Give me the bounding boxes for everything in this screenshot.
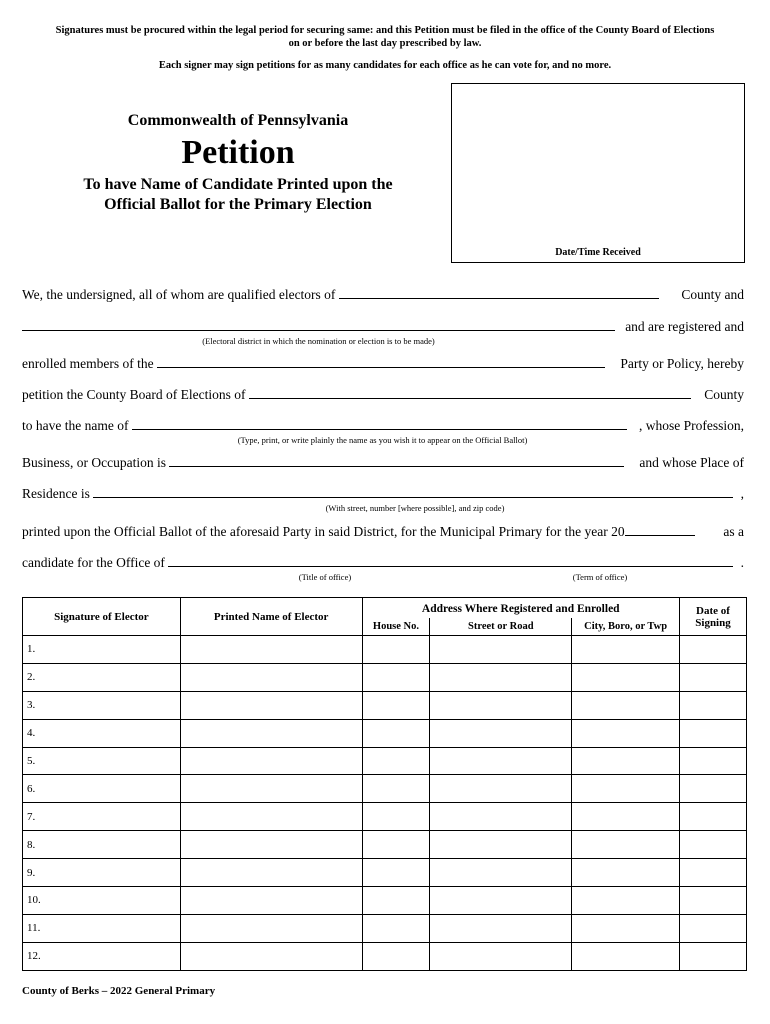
line1-text: We, the undersigned, all of whom are qualified electors of: [22, 287, 336, 302]
signature-cell[interactable]: 12.: [23, 942, 181, 970]
street-cell[interactable]: [430, 775, 572, 803]
house-no-cell[interactable]: [362, 831, 430, 859]
date-cell[interactable]: [680, 747, 747, 775]
party-field[interactable]: [157, 356, 605, 368]
date-cell[interactable]: [680, 636, 747, 664]
table-row: [23, 775, 747, 803]
house-no-cell[interactable]: [362, 691, 430, 719]
date-time-received-label: Date/Time Received: [555, 247, 641, 258]
term-of-office-hint: (Term of office): [572, 572, 628, 582]
street-cell[interactable]: [430, 887, 572, 915]
line7-text: Residence is: [22, 486, 90, 501]
date-cell[interactable]: [680, 887, 747, 915]
signature-cell[interactable]: 5.: [23, 747, 181, 775]
street-cell[interactable]: [430, 803, 572, 831]
line3-end-text: Party or Policy, hereby: [620, 356, 744, 371]
city-cell[interactable]: [572, 636, 680, 664]
city-cell[interactable]: [572, 887, 680, 915]
house-no-cell[interactable]: [362, 775, 430, 803]
candidate-name-hint: (Type, print, or write plainly the name as you wish it to appear on the Official Ballot): [237, 435, 528, 445]
col-date-header: [680, 598, 747, 636]
table-row: [23, 942, 747, 970]
petition-subtitle: [20, 175, 456, 215]
line6-end-text: and whose Place of: [639, 455, 744, 470]
signature-cell[interactable]: 6.: [23, 775, 181, 803]
body-line-4: [22, 387, 744, 403]
body-line-3: [22, 356, 744, 372]
table-row: [23, 719, 747, 747]
city-cell[interactable]: [572, 859, 680, 887]
date-header-line2: Signing: [695, 616, 731, 629]
printed-name-cell[interactable]: [180, 747, 362, 775]
filing-notice-line2: on or before the last day prescribed by law.: [288, 38, 482, 49]
line9-end-text: .: [740, 555, 744, 570]
table-row: [23, 636, 747, 664]
body-line-8: [22, 524, 744, 540]
year-field[interactable]: [625, 524, 695, 536]
date-cell[interactable]: [680, 775, 747, 803]
table-row: [23, 663, 747, 691]
city-cell[interactable]: [572, 775, 680, 803]
signature-table: [22, 597, 747, 971]
body-line-9: [22, 555, 744, 571]
county-field[interactable]: [339, 287, 659, 299]
line5-text: to have the name of: [22, 418, 129, 433]
house-no-cell[interactable]: [362, 636, 430, 664]
line8-text: printed upon the Official Ballot of the aforesaid Party in said District, for the Municipal Primary for the year: [22, 524, 608, 539]
city-cell[interactable]: [572, 719, 680, 747]
residence-hint: (With street, number [where possible], and zip code): [325, 503, 505, 513]
city-cell[interactable]: [572, 803, 680, 831]
filing-notice-line1: Signatures must be procured within the legal period for securing same: and this Petition must be filed in the office of the County Board of Elections: [55, 25, 715, 36]
line3-text: enrolled members of the: [22, 356, 154, 371]
city-cell[interactable]: [572, 663, 680, 691]
house-no-cell[interactable]: [362, 859, 430, 887]
printed-name-cell[interactable]: [180, 663, 362, 691]
body-line-6: [22, 455, 744, 471]
date-cell[interactable]: [680, 831, 747, 859]
line1-end-text: County and: [681, 287, 744, 302]
house-no-cell[interactable]: [362, 663, 430, 691]
col-house-no-header: House No.: [362, 618, 430, 636]
col-address-header: Address Where Registered and Enrolled: [362, 598, 680, 618]
office-field[interactable]: [168, 555, 733, 567]
body-line-5: [22, 418, 744, 434]
printed-name-cell[interactable]: [180, 859, 362, 887]
date-time-received-box: [451, 83, 745, 263]
table-row: [23, 691, 747, 719]
date-cell[interactable]: [680, 859, 747, 887]
printed-name-cell[interactable]: [180, 691, 362, 719]
petition-title: Petition: [181, 134, 295, 171]
line8-end-text: as a: [723, 524, 744, 539]
house-no-cell[interactable]: [362, 942, 430, 970]
commonwealth-heading: Commonwealth of Pennsylvania: [127, 112, 349, 129]
date-header-line1: Date of: [696, 604, 730, 617]
street-cell[interactable]: [430, 719, 572, 747]
table-row: [23, 859, 747, 887]
body-line-7: [22, 486, 744, 502]
street-cell[interactable]: [430, 663, 572, 691]
filing-notice: [20, 24, 750, 50]
date-cell[interactable]: [680, 942, 747, 970]
city-cell[interactable]: [572, 747, 680, 775]
city-cell[interactable]: [572, 691, 680, 719]
printed-name-cell[interactable]: [180, 942, 362, 970]
table-row: [23, 831, 747, 859]
col-city-header: City, Boro, or Twp: [572, 618, 680, 636]
printed-name-cell[interactable]: [180, 914, 362, 942]
subtitle-line1: To have Name of Candidate Printed upon the: [83, 176, 393, 193]
date-cell[interactable]: [680, 663, 747, 691]
table-row: [23, 914, 747, 942]
city-cell[interactable]: [572, 831, 680, 859]
signature-cell[interactable]: 9.: [23, 859, 181, 887]
title-of-office-hint: (Title of office): [298, 572, 352, 582]
printed-name-cell[interactable]: [180, 636, 362, 664]
body-line-2: [22, 319, 744, 335]
signature-cell[interactable]: 2.: [23, 663, 181, 691]
body-line-1: [22, 287, 744, 303]
electoral-district-hint: (Electoral district in which the nomination or election is to be made): [202, 336, 435, 346]
col-signature-header: Signature of Elector: [23, 598, 181, 636]
candidate-name-field[interactable]: [132, 418, 627, 430]
signature-cell[interactable]: 1.: [23, 636, 181, 664]
line4-end-text: County: [704, 387, 744, 402]
board-county-field[interactable]: [249, 387, 691, 399]
street-cell[interactable]: [430, 747, 572, 775]
house-no-cell[interactable]: [362, 914, 430, 942]
street-cell[interactable]: [430, 859, 572, 887]
house-no-cell[interactable]: [362, 747, 430, 775]
line7-end-text: ,: [740, 486, 744, 501]
line6-text: Business, or Occupation is: [22, 455, 166, 470]
printed-name-cell[interactable]: [180, 887, 362, 915]
signature-cell[interactable]: 4.: [23, 719, 181, 747]
street-cell[interactable]: [430, 691, 572, 719]
line4-text: petition the County Board of Elections of: [22, 387, 246, 402]
subtitle-line2: Official Ballot for the Primary Election: [104, 196, 372, 213]
occupation-field[interactable]: [169, 455, 624, 467]
table-row: [23, 747, 747, 775]
street-cell[interactable]: [430, 914, 572, 942]
electoral-district-field[interactable]: [22, 319, 615, 331]
date-cell[interactable]: [680, 914, 747, 942]
house-no-cell[interactable]: [362, 803, 430, 831]
year-prefix: 20: [611, 524, 625, 539]
street-cell[interactable]: [430, 942, 572, 970]
printed-name-cell[interactable]: [180, 719, 362, 747]
signature-cell[interactable]: 7.: [23, 803, 181, 831]
line9-text: candidate for the Office of: [22, 555, 165, 570]
street-cell[interactable]: [430, 636, 572, 664]
table-row: [23, 803, 747, 831]
city-cell[interactable]: [572, 942, 680, 970]
printed-name-cell[interactable]: [180, 775, 362, 803]
signature-cell[interactable]: 3.: [23, 691, 181, 719]
date-cell[interactable]: [680, 719, 747, 747]
street-cell[interactable]: [430, 831, 572, 859]
line2-end-text: and are registered and: [625, 319, 744, 334]
printed-name-cell[interactable]: [180, 831, 362, 859]
table-row: [23, 887, 747, 915]
residence-field[interactable]: [93, 486, 733, 498]
date-cell[interactable]: [680, 803, 747, 831]
city-cell[interactable]: [572, 914, 680, 942]
signature-cell[interactable]: 10.: [23, 887, 181, 915]
house-no-cell[interactable]: [362, 719, 430, 747]
date-cell[interactable]: [680, 691, 747, 719]
col-street-header: Street or Road: [430, 618, 572, 636]
line5-end-text: , whose Profession,: [639, 418, 744, 433]
signature-cell[interactable]: 8.: [23, 831, 181, 859]
signer-notice: Each signer may sign petitions for as many candidates for each office as he can vote for, and no more.: [158, 60, 612, 71]
footer-text: County of Berks – 2022 General Primary: [22, 985, 216, 997]
signature-cell[interactable]: 11.: [23, 914, 181, 942]
house-no-cell[interactable]: [362, 887, 430, 915]
col-printed-name-header: Printed Name of Elector: [180, 598, 362, 636]
printed-name-cell[interactable]: [180, 803, 362, 831]
